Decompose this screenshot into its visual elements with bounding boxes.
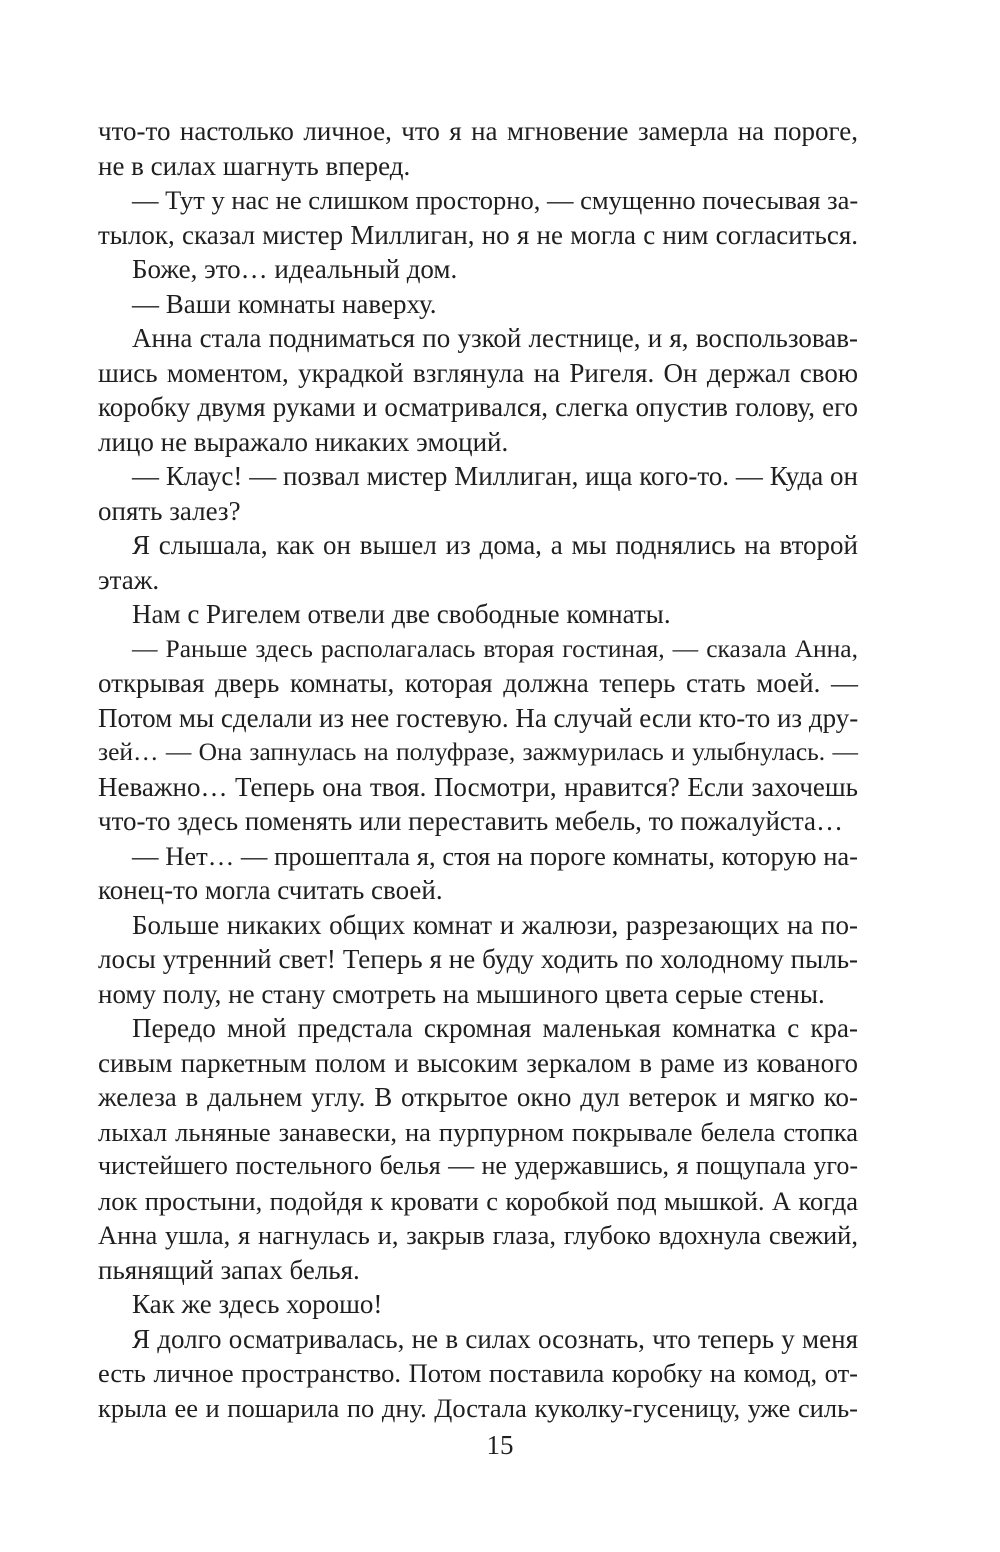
text-line: Анна ушла, я нагнулась и, закрыв глаза, глубоко вдохнула свежий, <box>98 1220 858 1250</box>
text-line: крыла ее и пошарила по дну. Достала куколку-гусеницу, уже силь- <box>98 1392 858 1423</box>
text-line: что-то настолько личное, что я на мгновение замерла на пороге, <box>98 116 858 146</box>
text-line: — Тут у нас не слишком просторно, — смущенно почесывая за- <box>132 185 859 215</box>
text-line: шись моментом, украдкой взглянула на Ригеля. Он держал свою <box>98 357 858 388</box>
text-line: Я слышала, как он вышел из дома, а мы поднялись на второй <box>132 530 858 560</box>
text-line: Передо мной предстала скромная маленькая комнатка с кра- <box>132 1013 858 1043</box>
text-line: Неважно… Теперь она твоя. Посмотри, нравится? Если захочешь <box>98 771 858 802</box>
text-line: — Клаус! — позвал мистер Миллиган, ища кого-то. — Куда он <box>132 461 858 491</box>
page-number: 15 <box>486 1430 514 1460</box>
text-line: Боже, это… идеальный дом. <box>132 254 458 284</box>
text-line: — Ваши комнаты наверху. <box>132 288 437 319</box>
text-line: открывая дверь комнаты, которая должна теперь стать моей. — <box>98 668 858 698</box>
text-line: тылок, сказал мистер Миллиган, но я не могла с ним согласиться. <box>98 219 858 250</box>
text-line: ному полу, не стану смотреть на мышиного цвета серые стены. <box>98 978 825 1009</box>
text-line: есть личное пространство. Потом поставила коробку на комод, от- <box>98 1358 858 1388</box>
text-line: опять залез? <box>98 495 241 526</box>
text-line: коробку двумя руками и осматривался, слегка опустив голову, его <box>98 392 858 422</box>
text-line: Я долго осматривалась, не в силах осознать, что теперь у меня <box>132 1323 858 1354</box>
text-line: сивым паркетным полом и высоким зеркалом в раме из кованого <box>98 1047 858 1078</box>
text-line: лыхал льняные занавески, на пурпурном покрывале белела стопка <box>98 1116 858 1147</box>
text-line: этаж. <box>98 564 160 595</box>
text-line: Анна стала подниматься по узкой лестнице, и я, воспользовав- <box>132 323 858 353</box>
text-line: Как же здесь хорошо! <box>132 1289 383 1319</box>
text-line: Потом мы сделали из нее гостевую. На случай если кто-то из дру- <box>98 702 859 733</box>
text-line: лок простыни, подойдя к кровати с коробкой под мышкой. А когда <box>98 1185 858 1216</box>
text-line: что-то здесь поменять или переставить мебель, то пожалуйста… <box>98 806 844 836</box>
text-line: Больше никаких общих комнат и жалюзи, разрезающих на по- <box>132 909 858 940</box>
text-line: лосы утренний свет! Теперь я не буду ходить по холодному пыль- <box>98 944 858 974</box>
text-line: — Нет… — прошептала я, стоя на пороге комнаты, которую на- <box>132 840 858 871</box>
text-line: не в силах шагнуть вперед. <box>98 150 411 181</box>
text-line: пьянящий запах белья. <box>98 1254 360 1285</box>
text-line: зей… — Она запнулась на полуфразе, зажмурилась и улыбнулась. — <box>98 737 858 766</box>
text-line: конец-то могла считать своей. <box>98 875 443 905</box>
text-line: лицо не выражало никаких эмоций. <box>98 426 509 457</box>
text-line: чистейшего постельного белья — не удержавшись, я пощупала уго- <box>98 1151 858 1180</box>
text-line: Нам с Ригелем отвели две свободные комнаты. <box>132 599 671 629</box>
text-line: — Раньше здесь располагалась вторая гостиная, — сказала Анна, <box>132 633 858 663</box>
body-text <box>98 114 858 1425</box>
text-line: железа в дальнем углу. В открытое окно дул ветерок и мягко ко- <box>98 1082 858 1112</box>
